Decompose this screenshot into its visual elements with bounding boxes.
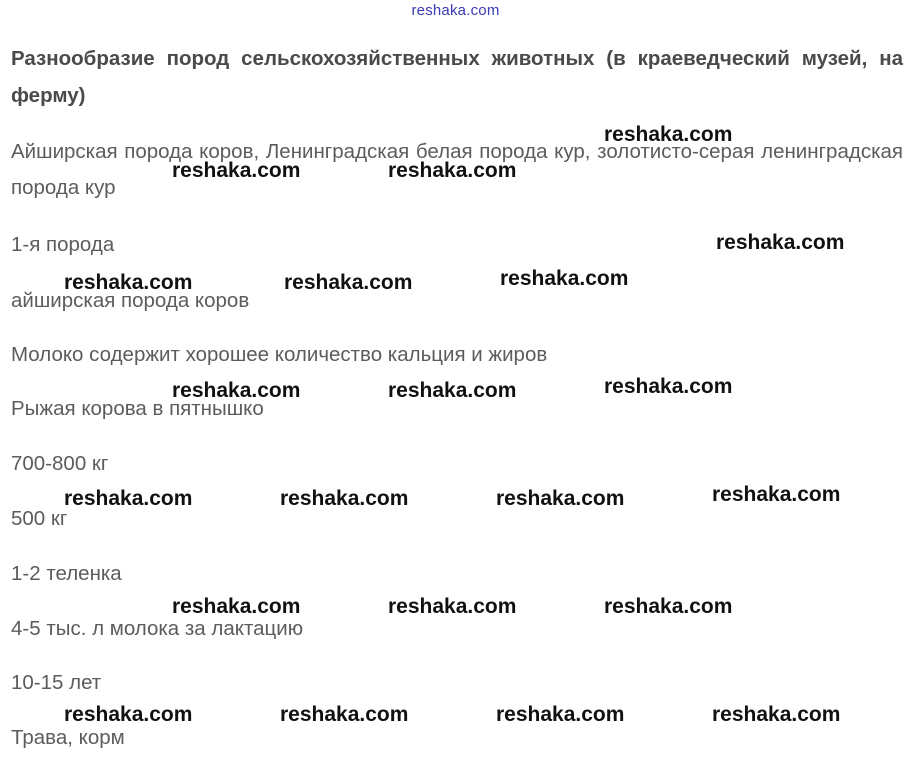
watermark: reshaka.com xyxy=(604,595,733,618)
watermark: reshaka.com xyxy=(500,267,629,290)
watermark: reshaka.com xyxy=(64,271,193,294)
watermark: reshaka.com xyxy=(64,703,193,726)
watermark: reshaka.com xyxy=(280,703,409,726)
watermark: reshaka.com xyxy=(388,159,517,182)
watermark: reshaka.com xyxy=(388,595,517,618)
text-line: Трава, корм xyxy=(11,726,125,749)
watermark: reshaka.com xyxy=(716,231,845,254)
watermark: reshaka.com xyxy=(172,379,301,402)
watermark: reshaka.com xyxy=(64,487,193,510)
watermark: reshaka.com xyxy=(496,703,625,726)
watermark: reshaka.com xyxy=(172,159,301,182)
watermark: reshaka.com xyxy=(604,375,733,398)
text-line: 700-800 кг xyxy=(11,452,109,475)
watermark: reshaka.com xyxy=(280,487,409,510)
text-line: 10-15 лет xyxy=(11,671,102,694)
watermark: reshaka.com xyxy=(284,271,413,294)
watermark: reshaka.com xyxy=(604,123,733,146)
text-line: 1-я порода xyxy=(11,233,115,256)
text-line: 4-5 тыс. л молока за лактацию xyxy=(11,617,304,640)
watermark: reshaka.com xyxy=(712,483,841,506)
page-heading: Разнообразие пород сельскохозяйственных животных (в краеведческий музей, на ферму) xyxy=(11,47,903,107)
watermark: reshaka.com xyxy=(172,595,301,618)
watermark: reshaka.com xyxy=(388,379,517,402)
text-line: айширская порода коров xyxy=(11,289,250,312)
intro-paragraph: Айширская порода коров, Ленинградская белая порода кур, золотисто-серая ленинградская порода кур xyxy=(11,140,903,199)
watermark: reshaka.com xyxy=(496,487,625,510)
text-line: Молоко содержит хорошее количество кальция и жиров xyxy=(11,343,548,366)
text-line: 1-2 теленка xyxy=(11,562,122,585)
site-link[interactable]: reshaka.com xyxy=(411,2,500,19)
text-line: 500 кг xyxy=(11,507,68,530)
watermark: reshaka.com xyxy=(712,703,841,726)
text-line: Рыжая корова в пятнышко xyxy=(11,397,264,420)
